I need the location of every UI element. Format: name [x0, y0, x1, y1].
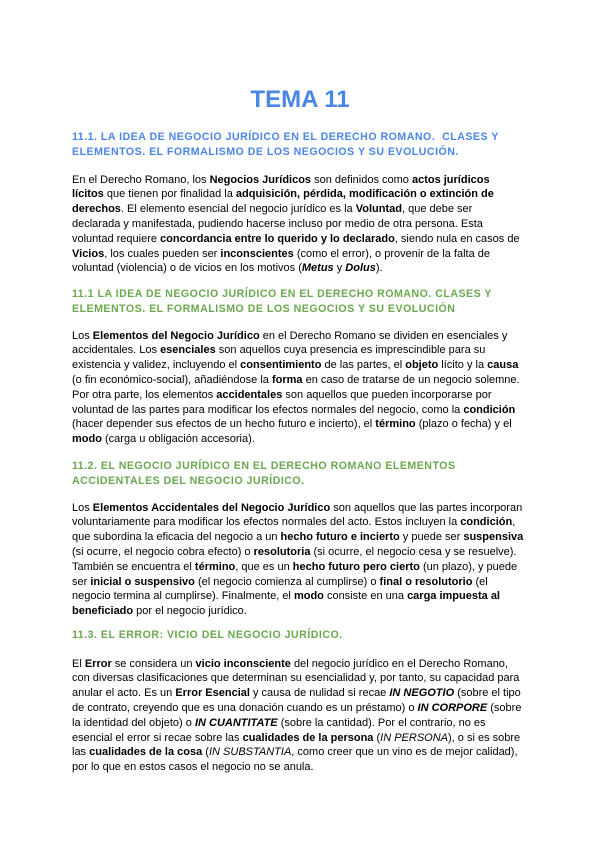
body-text: de las partes, el [321, 359, 406, 372]
body-text: (si ocurre, el negocio cesa y se resuelve). [310, 545, 517, 558]
bold-text: carga impuesta al [407, 590, 500, 603]
bold-text: condición [463, 403, 516, 416]
body-text: voluntad requiere [72, 232, 161, 245]
body-text: Los [72, 329, 93, 342]
body-text: ). [375, 262, 383, 275]
bold-text: lícitos [72, 188, 104, 201]
section-heading-line: 11.1. LA IDEA DE NEGOCIO JURÍDICO EN EL DERECHO ROMANO. CLASES Y [72, 130, 499, 143]
section-paragraph [72, 657, 521, 775]
body-text: También se encuentra el [72, 560, 195, 573]
body-text: por lo que en estos casos el negocio no se anula. [72, 761, 314, 774]
body-text: (el [472, 575, 488, 588]
bold-text: Vicios [72, 247, 105, 260]
paragraph-line [72, 686, 521, 701]
bold-text: modo [72, 433, 102, 446]
body-text: consiste en una [323, 590, 408, 603]
paragraph-line [72, 745, 521, 760]
bold-text: final o resolutorio [379, 575, 473, 588]
paragraph-line [72, 530, 523, 545]
body-text: ( [373, 731, 381, 744]
body-text: ), o si es sobre [448, 731, 521, 744]
section-heading [72, 459, 456, 489]
paragraph-line [72, 589, 523, 604]
body-text: declarada y manifestada, pudiendo hacerse incluso por medio de otra persona. Esta [72, 217, 483, 230]
bold-italic-text: IN CUANTITATE [194, 716, 278, 729]
body-text: voluntariamente para modificar los efectos normales del acto. Estos incluyen la [72, 516, 461, 529]
paragraph-line [72, 388, 520, 403]
italic-text: IN SUBSTANTIA [208, 746, 292, 759]
paragraph-line [72, 701, 521, 716]
bold-text: término [194, 560, 236, 573]
section-heading-line: 11.1 LA IDEA DE NEGOCIO JURÍDICO EN EL DERECHO ROMANO. CLASES Y [72, 287, 493, 300]
paragraph-line [72, 187, 520, 202]
body-text: accidentales. Los [72, 344, 161, 357]
bold-text: condición [460, 516, 513, 529]
body-text: En el Derecho Romano, los [72, 173, 210, 186]
body-text: en caso de tratarse de un negocio solemne. [302, 373, 520, 386]
body-text: y causa de nulidad si recae [249, 687, 390, 700]
body-text: en el Derecho Romano se dividen en esenciales y [259, 329, 508, 342]
bold-text: objeto [405, 359, 439, 372]
section-paragraph [72, 501, 523, 619]
body-text: se considera un [111, 657, 196, 670]
bold-italic-text: Metus [301, 262, 334, 275]
body-text: (sobre la cantidad). Por el contrario, no es [277, 716, 486, 729]
body-text: ( [202, 746, 209, 759]
body-text: (o fin económico-social), añadiéndose la [72, 373, 272, 386]
bold-text: concordancia entre lo querido y lo declarado [160, 232, 395, 245]
paragraph-line [72, 545, 523, 560]
body-text: Los [72, 501, 93, 514]
bold-text: Elementos del Negocio Jurídico [92, 329, 260, 342]
bold-text: consentimiento [240, 359, 322, 372]
bold-text: causa [487, 359, 519, 372]
page-title: TEMA 11 [250, 86, 350, 113]
body-text: , como creer que un vino es de mejor calidad), [291, 746, 518, 759]
bold-text: beneficiado [72, 605, 134, 618]
paragraph-line [72, 501, 523, 516]
body-text: (si ocurre, el negocio cobra efecto) o [72, 545, 254, 558]
body-text: de contrato, creyendo que es una donación cuando es un préstamo) o [72, 701, 418, 714]
body-text: las [72, 746, 90, 759]
bold-text: Elementos Accidentales del Negocio Jurídico [92, 501, 331, 514]
bold-italic-text: IN NEGOTIO [389, 687, 455, 700]
paragraph-line [72, 329, 520, 344]
body-text: con diversas clasificaciones que determinan su esencialidad y, por tanto, su capacidad para [72, 672, 520, 685]
bold-text: Error [84, 657, 112, 670]
body-text: (hacer depender sus efectos de un hecho futuro e incierto), el [72, 418, 376, 431]
bold-text: esenciales [160, 344, 216, 357]
paragraph-line [72, 760, 521, 775]
body-text: anular el acto. Es un [72, 687, 176, 700]
paragraph-line [72, 604, 523, 619]
section-heading [72, 130, 499, 160]
body-text: son aquellos que las partes incorporan [330, 501, 523, 514]
body-text: y [333, 262, 346, 275]
bold-text: derechos [72, 203, 121, 216]
body-text: negocio termina al cumplirse). Finalmente, el [72, 590, 294, 603]
paragraph-line [72, 657, 521, 672]
bold-text: inconscientes [220, 247, 294, 260]
paragraph-line [72, 261, 520, 276]
paragraph-line [72, 358, 520, 373]
paragraph-line [72, 373, 520, 388]
bold-text: resolutoria [253, 545, 311, 558]
body-text: y puede ser [399, 531, 464, 544]
paragraph-line [72, 343, 520, 358]
body-text: , [512, 516, 516, 529]
paragraph-line [72, 432, 520, 447]
body-text: del negocio jurídico en el Derecho Romano, [290, 657, 508, 670]
bold-text: forma [271, 373, 303, 386]
bold-text: inicial o suspensivo [90, 575, 195, 588]
body-text: son definidos como [311, 173, 412, 186]
bold-text: Error Esencial [175, 687, 250, 700]
paragraph-line [72, 731, 521, 746]
body-text: esencial el error si recae sobre las [72, 731, 243, 744]
body-text: (como el error), o provenir de la falta de [293, 247, 491, 260]
bold-italic-text: IN CORPORE [417, 701, 488, 714]
bold-text: modo [293, 590, 324, 603]
section-heading [72, 628, 343, 643]
body-text: lícito y la [438, 359, 488, 372]
body-text: Por otra parte, los elementos [72, 388, 217, 401]
paragraph-line [72, 217, 520, 232]
body-text: (sobre el tipo [454, 687, 521, 700]
section-heading-line: 11.2. EL NEGOCIO JURÍDICO EN EL DERECHO ROMANO ELEMENTOS [72, 459, 456, 472]
bold-text: Voluntad [355, 203, 402, 216]
body-text: que tienen por finalidad la [103, 188, 236, 201]
section-heading-line: ELEMENTOS. EL FORMALISMO DE LOS NEGOCIOS Y SU EVOLUCIÓN [72, 302, 456, 315]
body-text: voluntad (violencia) o de vicios en los motivos ( [72, 262, 302, 275]
body-text: ser [72, 575, 91, 588]
section-heading-line: ACCIDENTALES DEL NEGOCIO JURÍDICO. [72, 474, 305, 487]
bold-text: adquisición, pérdida, modificación o extinción de [235, 188, 494, 201]
section-paragraph [72, 329, 520, 447]
section-heading-line: 11.3. EL ERROR: VICIO DEL NEGOCIO JURÍDICO. [72, 628, 343, 641]
section-heading-line: ELEMENTOS. EL FORMALISMO DE LOS NEGOCIOS Y SU EVOLUCIÓN. [72, 145, 459, 158]
paragraph-line [72, 202, 520, 217]
body-text: El [72, 657, 85, 670]
paragraph-line [72, 247, 520, 262]
paragraph-line [72, 417, 520, 432]
body-text: la identidad del objeto) o [72, 716, 195, 729]
paragraph-line [72, 560, 523, 575]
bold-text: Negocios Jurídicos [209, 173, 312, 186]
italic-text: IN PERSONA [380, 731, 449, 744]
paragraph-line [72, 575, 523, 590]
paragraph-line [72, 716, 521, 731]
body-text: existencia y validez, incluyendo el [72, 359, 241, 372]
body-text: , que es un [235, 560, 293, 573]
bold-text: cualidades de la persona [242, 731, 374, 744]
body-text: por el negocio jurídico. [133, 605, 247, 618]
body-text: (un plazo), y puede [419, 560, 518, 573]
bold-text: actos jurídicos [411, 173, 490, 186]
bold-text: accidentales [216, 388, 283, 401]
body-text: , siendo nula en casos de [394, 232, 520, 245]
paragraph-line [72, 232, 520, 247]
paragraph-line [72, 173, 520, 188]
paragraph-line [72, 671, 521, 686]
body-text: , los cuales pueden ser [104, 247, 221, 260]
bold-text: hecho futuro e incierto [280, 531, 400, 544]
bold-text: hecho futuro pero cierto [292, 560, 420, 573]
bold-text: término [375, 418, 416, 431]
bold-text: cualidades de la cosa [89, 746, 203, 759]
body-text: (sobre [487, 701, 522, 714]
paragraph-line [72, 515, 523, 530]
bold-italic-text: Dolus [345, 262, 376, 275]
body-text: (carga u obligación accesoria). [101, 433, 255, 446]
body-text: , que debe ser [401, 203, 473, 216]
body-text: que subordina la eficacia del negocio a un [72, 531, 281, 544]
paragraph-line [72, 403, 520, 418]
bold-text: suspensiva [463, 531, 524, 544]
body-text: (plazo o fecha) y el [415, 418, 512, 431]
bold-text: vicio inconsciente [195, 657, 291, 670]
body-text: . El elemento esencial del negocio jurídico es la [120, 203, 356, 216]
section-paragraph [72, 173, 520, 277]
section-heading [72, 287, 492, 317]
body-text: (el negocio comienza al cumplirse) o [194, 575, 380, 588]
body-text: voluntad de las partes para modificar los efectos normales del negocio, como la [72, 403, 464, 416]
body-text: son aquellos cuya presencia es imprescindible para su [215, 344, 486, 357]
body-text: son aquellos que pueden incorporarse por [282, 388, 492, 401]
